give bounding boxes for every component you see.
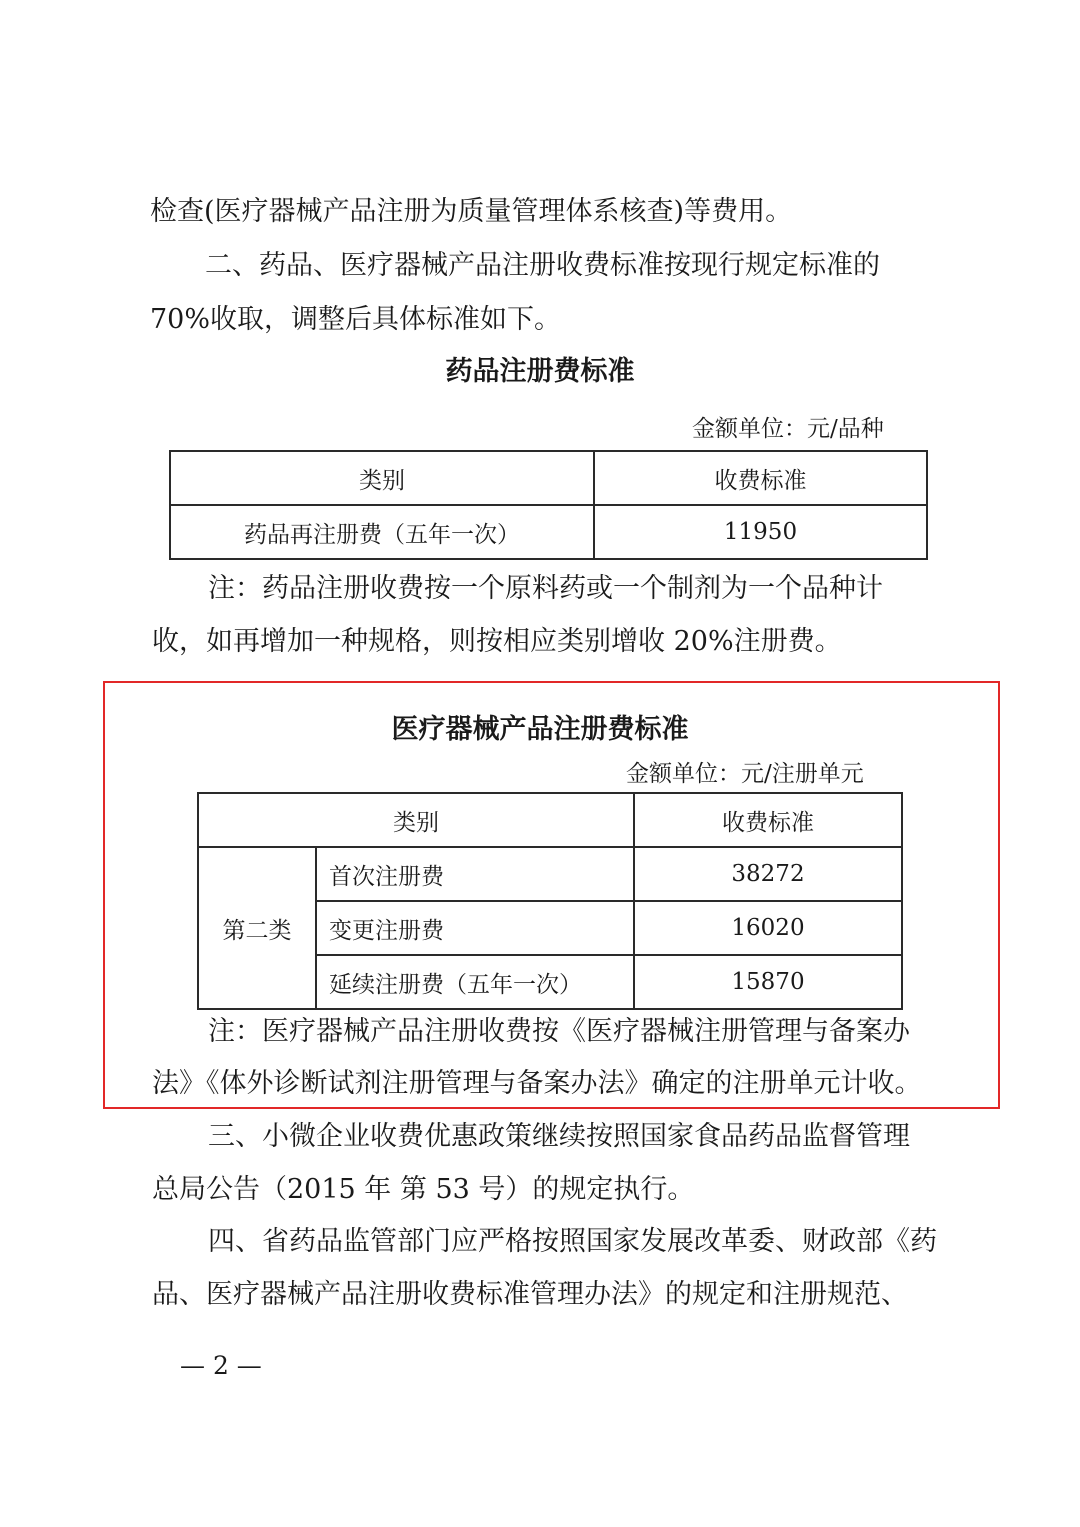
table-header-row <box>198 793 902 847</box>
page-number: — 2 — <box>180 1351 262 1380</box>
drug-note-line: 注：药品注册收费按一个原料药或一个制剂为一个品种计 <box>208 573 883 604</box>
drug-note-line: 收，如再增加一种规格，则按相应类别增收 20%注册费。 <box>152 626 842 657</box>
device-note-line: 法》《体外诊断试剂注册管理与备案办法》确定的注册单元计收。 <box>152 1068 922 1099</box>
paragraph-line: 品、医疗器械产品注册收费标准管理办法》的规定和注册规范、 <box>152 1279 908 1310</box>
paragraph-line: 二、药品、医疗器械产品注册收费标准按现行规定标准的 <box>205 250 880 281</box>
table-header-fee: 收费标准 <box>634 793 902 847</box>
table-cell-group: 第二类 <box>198 847 316 1009</box>
paragraph-line: 四、省药品监管部门应严格按照国家发展改革委、财政部《药 <box>208 1226 937 1257</box>
device-fee-table <box>197 792 903 1010</box>
table-header-category: 类别 <box>170 451 594 505</box>
device-note-line: 注：医疗器械产品注册收费按《医疗器械注册管理与备案办 <box>208 1016 910 1047</box>
table-header-category: 类别 <box>198 793 634 847</box>
table-header-row <box>170 451 927 505</box>
table-cell-category: 延续注册费（五年一次） <box>316 955 634 1009</box>
table-row <box>198 847 902 901</box>
device-table-unit: 金额单位：元/注册单元 <box>626 761 864 787</box>
paragraph-line: 三、小微企业收费优惠政策继续按照国家食品药品监督管理 <box>208 1121 910 1152</box>
table-cell-fee: 11950 <box>594 505 927 559</box>
paragraph-line: 检查(医疗器械产品注册为质量管理体系核查)等费用。 <box>150 196 793 227</box>
paragraph-line: 70%收取，调整后具体标准如下。 <box>150 304 562 335</box>
table-cell-fee: 15870 <box>634 955 902 1009</box>
table-cell-category: 药品再注册费（五年一次） <box>170 505 594 559</box>
table-cell-fee: 38272 <box>634 847 902 901</box>
drug-table-title: 药品注册费标准 <box>445 356 635 387</box>
table-row <box>170 505 927 559</box>
drug-fee-table <box>169 450 928 560</box>
table-cell-fee: 16020 <box>634 901 902 955</box>
table-cell-category: 首次注册费 <box>316 847 634 901</box>
table-cell-category: 变更注册费 <box>316 901 634 955</box>
table-header-fee: 收费标准 <box>594 451 927 505</box>
device-table-title: 医疗器械产品注册费标准 <box>391 714 689 745</box>
paragraph-line: 总局公告（2015 年 第 53 号）的规定执行。 <box>152 1174 695 1205</box>
drug-table-unit: 金额单位：元/品种 <box>692 416 884 442</box>
